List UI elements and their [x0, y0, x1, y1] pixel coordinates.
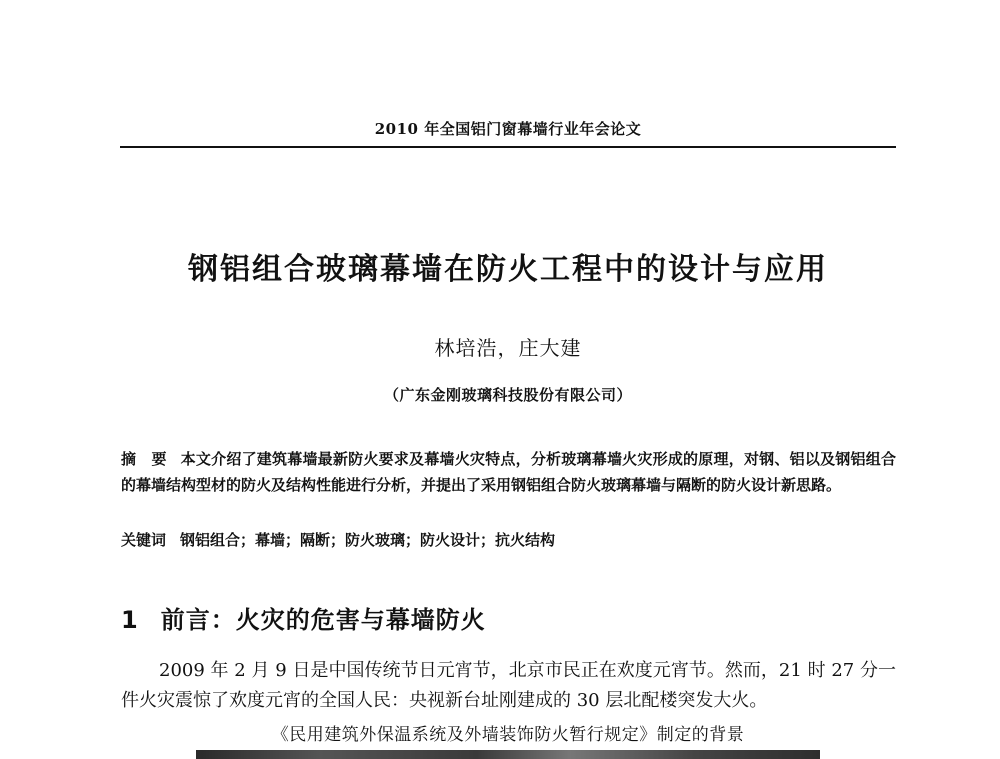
running-header: 2010 年全国铝门窗幕墙行业年会论文 [374, 120, 642, 138]
keywords [121, 528, 896, 552]
body-paragraph: 2009 年 2 月 9 日是中国传统节日元宵节，北京市民正在欢度元宵节。然而，21 时 27 分一件火灾震惊了欢度元宵的全国人民：央视新台址刚建成的 30 层北配楼突发大火。 [121, 660, 896, 711]
paper-title: 钢铝组合玻璃幕墙在防火工程中的设计与应用 [188, 252, 828, 287]
keywords-text: 钢铝组合；幕墙；隔断；防火玻璃；防火设计；抗火结构 [180, 531, 556, 549]
header-rule [120, 146, 896, 148]
section-heading [121, 600, 486, 635]
abstract-label: 摘 要 [121, 450, 167, 468]
section-number: 1 [121, 606, 139, 634]
figure-image [196, 750, 820, 759]
affiliation: （广东金刚玻璃科技股份有限公司） [383, 386, 632, 404]
figure-caption: 《民用建筑外保温系统及外墙装饰防火暂行规定》制定的背景 [271, 725, 745, 745]
section-title: 前言：火灾的危害与幕墙防火 [160, 606, 486, 634]
abstract-text: 本文介绍了建筑幕墙最新防火要求及幕墙火灾特点，分析玻璃幕墙火灾形成的原理，对钢、铝以及钢铝组合的幕墙结构型材的防火及结构性能进行分析，并提出了采用钢铝组合防火玻璃幕墙与隔断的防火设计新思路。 [121, 450, 896, 494]
abstract [121, 446, 896, 498]
keywords-label: 关键词 [121, 531, 167, 549]
authors: 林培浩，庄大建 [434, 336, 582, 360]
